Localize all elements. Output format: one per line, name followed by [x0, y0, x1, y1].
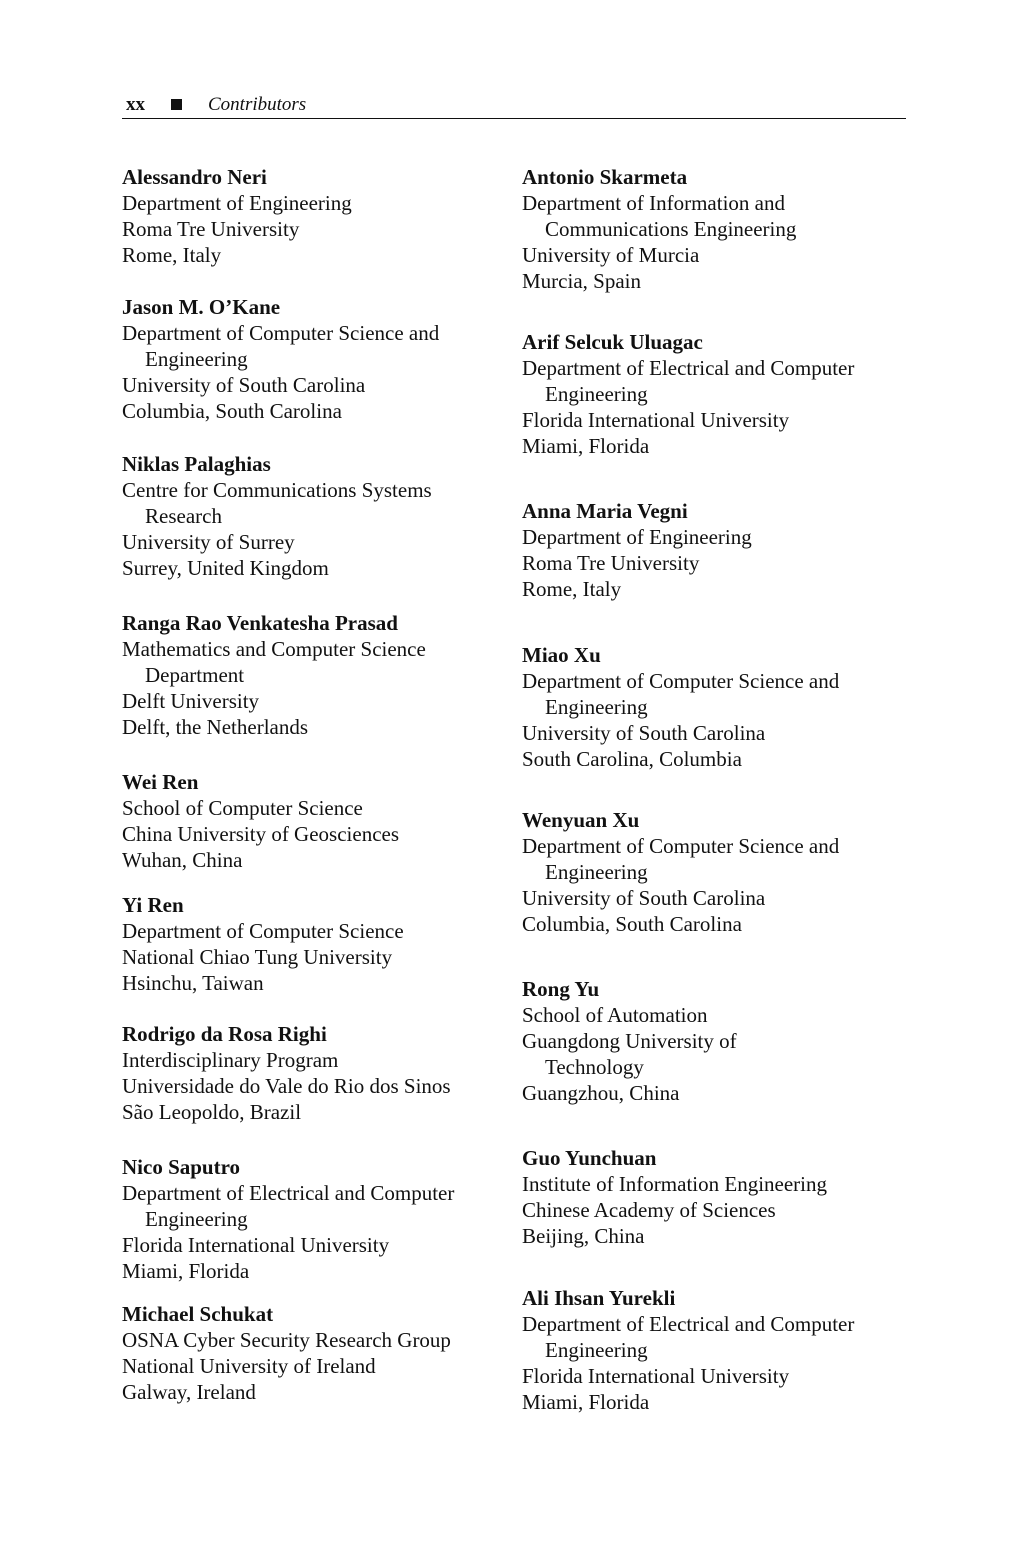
- affiliation-line: Hsinchu, Taiwan: [122, 971, 264, 995]
- affiliation-line: National Chiao Tung University: [122, 945, 393, 969]
- contributor-name: Rodrigo da Rosa Righi: [122, 1022, 327, 1046]
- affiliation-line: Beijing, China: [522, 1224, 645, 1248]
- affiliation-line: Engineering: [145, 1207, 248, 1231]
- affiliation-line: Communications Engineering: [545, 217, 797, 241]
- affiliation-line: University of Surrey: [122, 530, 295, 554]
- affiliation-line: Florida International University: [122, 1233, 390, 1257]
- affiliation-line: Columbia, South Carolina: [522, 912, 742, 936]
- affiliation-line: Florida International University: [522, 408, 790, 432]
- contributor-name: Yi Ren: [122, 893, 184, 917]
- contributor-name: Niklas Palaghias: [122, 452, 271, 476]
- contributor-entry: [122, 451, 512, 581]
- contributor-entry: [122, 1154, 512, 1284]
- contributor-entry: [522, 1145, 912, 1249]
- affiliation-line: School of Automation: [522, 1003, 708, 1027]
- contributor-entry: [122, 1301, 512, 1405]
- affiliation-line: Guangdong University of: [522, 1029, 737, 1053]
- contributor-name: Miao Xu: [522, 643, 601, 667]
- affiliation-line: Guangzhou, China: [522, 1081, 680, 1105]
- contributor-entry: [122, 164, 512, 268]
- contributor-name: Antonio Skarmeta: [522, 165, 688, 189]
- affiliation-line: Department of Electrical and Computer: [522, 1312, 855, 1336]
- affiliation-line: Florida International University: [522, 1364, 790, 1388]
- affiliation-line: Engineering: [545, 695, 648, 719]
- affiliation-line: Delft, the Netherlands: [122, 715, 309, 739]
- affiliation-line: Department of Engineering: [522, 525, 752, 549]
- affiliation-line: University of South Carolina: [522, 886, 766, 910]
- affiliation-line: Department of Computer Science: [122, 919, 404, 943]
- affiliation-line: Department: [145, 663, 245, 687]
- affiliation-line: Roma Tre University: [122, 217, 300, 241]
- running-header: [122, 94, 906, 119]
- affiliation-line: Department of Engineering: [122, 191, 352, 215]
- contributor-entry: [522, 1285, 912, 1415]
- contributor-entry: [522, 164, 912, 294]
- affiliation-line: University of Murcia: [522, 243, 700, 267]
- affiliation-line: China University of Geosciences: [122, 822, 400, 846]
- running-title: Contributors: [208, 94, 307, 115]
- contributor-entry: [522, 642, 912, 772]
- affiliation-line: Department of Electrical and Computer: [122, 1181, 455, 1205]
- contributor-name: Wenyuan Xu: [522, 808, 640, 832]
- contributor-entry: [522, 976, 912, 1106]
- contributor-name: Wei Ren: [122, 770, 199, 794]
- contributor-name: Arif Selcuk Uluagac: [522, 330, 703, 354]
- contributor-name: Michael Schukat: [122, 1302, 274, 1326]
- contributor-name: Ali Ihsan Yurekli: [522, 1286, 676, 1310]
- affiliation-line: Rome, Italy: [122, 243, 222, 267]
- contributor-entry: [522, 807, 912, 937]
- affiliation-line: Miami, Florida: [522, 1390, 650, 1414]
- affiliation-line: Department of Computer Science and: [122, 321, 440, 345]
- square-bullet-icon: [171, 99, 182, 110]
- affiliation-line: Wuhan, China: [122, 848, 243, 872]
- contributor-entry: [122, 294, 512, 424]
- contributor-entry: [122, 892, 512, 996]
- affiliation-line: Universidade do Vale do Rio dos Sinos: [122, 1074, 451, 1098]
- affiliation-line: Miami, Florida: [522, 434, 650, 458]
- affiliation-line: Department of Computer Science and: [522, 834, 840, 858]
- affiliation-line: São Leopoldo, Brazil: [122, 1100, 302, 1124]
- affiliation-line: Department of Information and: [522, 191, 785, 215]
- contributor-name: Alessandro Neri: [122, 165, 267, 189]
- affiliation-line: Engineering: [545, 382, 648, 406]
- affiliation-line: University of South Carolina: [522, 721, 766, 745]
- contributor-entry: [522, 498, 912, 602]
- affiliation-line: Research: [145, 504, 222, 528]
- contributor-entry: [122, 610, 512, 740]
- affiliation-line: Department of Computer Science and: [522, 669, 840, 693]
- contributor-name: Rong Yu: [522, 977, 600, 1001]
- affiliation-line: Institute of Information Engineering: [522, 1172, 828, 1196]
- affiliation-line: Interdisciplinary Program: [122, 1048, 339, 1072]
- affiliation-line: Delft University: [122, 689, 260, 713]
- contributor-entry: [122, 1021, 512, 1125]
- contributor-name: Guo Yunchuan: [522, 1146, 657, 1170]
- affiliation-line: South Carolina, Columbia: [522, 747, 742, 771]
- affiliation-line: Galway, Ireland: [122, 1380, 256, 1404]
- affiliation-line: Mathematics and Computer Science: [122, 637, 426, 661]
- affiliation-line: Engineering: [545, 860, 648, 884]
- affiliation-line: Engineering: [145, 347, 248, 371]
- affiliation-line: Rome, Italy: [522, 577, 622, 601]
- contributor-name: Nico Saputro: [122, 1155, 241, 1179]
- affiliation-line: Miami, Florida: [122, 1259, 250, 1283]
- affiliation-line: Surrey, United Kingdom: [122, 556, 329, 580]
- affiliation-line: Columbia, South Carolina: [122, 399, 342, 423]
- affiliation-line: Chinese Academy of Sciences: [522, 1198, 776, 1222]
- affiliation-line: National University of Ireland: [122, 1354, 376, 1378]
- affiliation-line: School of Computer Science: [122, 796, 363, 820]
- contributor-entry: [522, 329, 912, 459]
- contributor-name: Jason M. O’Kane: [122, 295, 281, 319]
- affiliation-line: Murcia, Spain: [522, 269, 641, 293]
- page-number: xx: [126, 94, 145, 115]
- affiliation-line: Technology: [545, 1055, 644, 1079]
- affiliation-line: Roma Tre University: [522, 551, 700, 575]
- contributor-name: Anna Maria Vegni: [522, 499, 688, 523]
- affiliation-line: Engineering: [545, 1338, 648, 1362]
- affiliation-line: OSNA Cyber Security Research Group: [122, 1328, 451, 1352]
- contributor-name: Ranga Rao Venkatesha Prasad: [122, 611, 398, 635]
- affiliation-line: Centre for Communications Systems: [122, 478, 432, 502]
- affiliation-line: Department of Electrical and Computer: [522, 356, 855, 380]
- affiliation-line: University of South Carolina: [122, 373, 366, 397]
- contributor-entry: [122, 769, 512, 873]
